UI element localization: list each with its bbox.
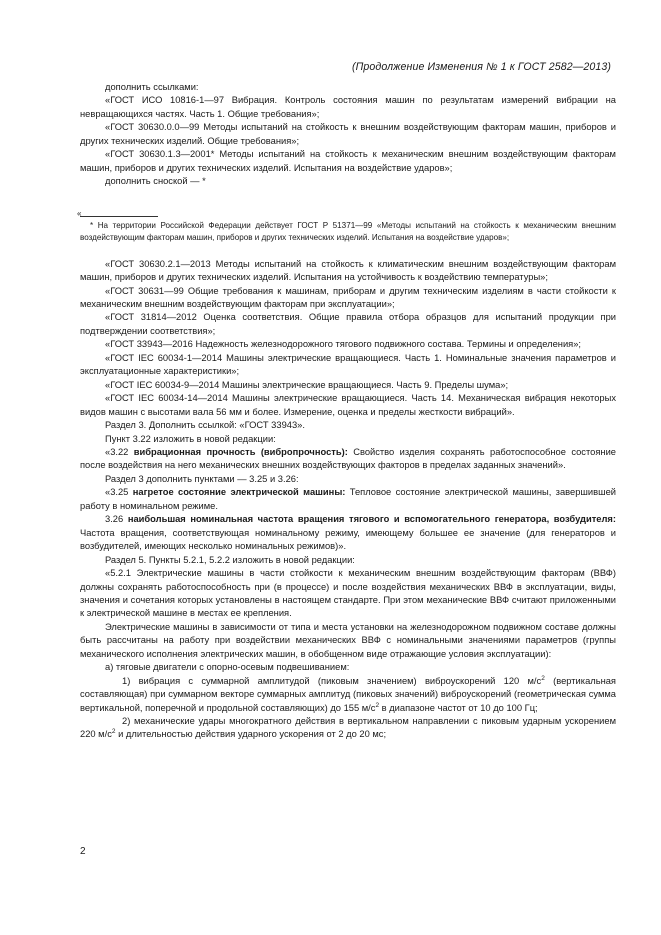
paragraph: «5.2.1 Электрические машины в части стойкости к механическим внешним воздействующим факторам (ВВФ) должны сохранять работоспособность при (в процессе) и после воздействия механических ВВФ в эксплуатации, виды, значения и сочетания которых установлены в настоящем стандарте. При этом механические ВВФ считают приложенными к электрической машине в местах ее крепления. — [80, 568, 616, 619]
item-text: 2) механические удары многократного действия в вертикальном направлении с пиковым ударным ускорением 220 м/с — [80, 716, 616, 740]
definition-text: Тепловое состояние электрической машины, завершившей работу в номинальном режиме. — [80, 487, 616, 511]
paragraph: Раздел 3. Дополнить ссылкой: «ГОСТ 33943». — [105, 420, 305, 431]
definition-term: нагретое состояние электрической машины: — [132, 487, 346, 498]
paragraph: «ГОСТ 30630.0.0—99 Методы испытаний на стойкость к внешним воздействующим факторам машин, приборов и других технических изделий. Общие требования»; — [80, 122, 616, 146]
paragraph: «ГОСТ IEC 60034-9—2014 Машины электрические вращающиеся. Часть 9. Пределы шума»; — [105, 379, 509, 390]
definition-text: Частота вращения, соответствующая номинальному режиму, имеющему большее ее значение (для генераторов и возбудителей, имеющих несколько номинальных режимов)». — [80, 527, 616, 552]
definition-term: наибольшая номинальная частота вращения тягового и вспомогательного генератора, возбудителя: — [127, 514, 616, 525]
paragraph: дополнить ссылками: — [105, 82, 199, 92]
definition-3-22 — [80, 446, 616, 473]
paragraph: «ГОСТ 31814—2012 Оценка соответствия. Общие правила отбора образцов для испытаний продукции при подтверждении соответствия»; — [80, 312, 616, 336]
paragraph: Раздел 5. Пункты 5.2.1, 5.2.2 изложить в новой редакции: — [105, 554, 355, 565]
superscript: 2 — [375, 701, 380, 709]
definition-number: «3.22 — [105, 446, 134, 457]
paragraph: «ГОСТ IEC 60034-1—2014 Машины электрические вращающиеся. Часть 1. Номинальные значения параметров и эксплуатационные характеристики»; — [80, 352, 616, 377]
item-text: (вертикальная составляющая) при суммарном векторе суммарных амплитуд (пиковых значений) виброускорений (геометрическая сумма вертикальной, поперечной и продольной составляющих) до 155 м/с — [80, 675, 616, 713]
definition-text: Свойство изделия сохранять работоспособное состояние после воздействия на него механических внешних воздействующих факторов в пределах заданных значений». — [80, 446, 616, 471]
sub-list-item — [80, 675, 616, 715]
paragraph: «ГОСТ 30630.2.1—2013 Методы испытаний на стойкость к климатическим внешним воздействующим факторам машин, приборов и других технических изделий. Испытания на устойчивость к воздействию температуры»; — [80, 258, 616, 283]
item-text: 1) вибрация с суммарной амплитудой (пиковым значением) виброускорений 120 м/с — [122, 675, 542, 686]
footnote: * На территории Российской Федерации действует ГОСТ Р 51371—99 «Методы испытаний на стойкость к механическим внешним воздействующим факторам машин, приборов и других технических изделий. Испытания на воздействие ударов»; — [80, 220, 616, 242]
paragraph: «ГОСТ IEC 60034-14—2014 Машины электрические вращающиеся. Часть 14. Механическая вибрация некоторых видов машин с высотами вала 56 мм и более. Измерение, оценка и пределы жесткости вибраций». — [80, 393, 616, 417]
list-item: а) тяговые двигатели с опорно-осевым подвешиванием: — [105, 662, 350, 673]
paragraph: «ГОСТ 30631—99 Общие требования к машинам, приборам и другим техническим изделиям в части стойкости к механическим внешним воздействующим факторам при эксплуатации»; — [80, 285, 616, 309]
paragraph: дополнить сноской — * — [105, 176, 206, 187]
paragraph: «ГОСТ 30630.1.3—2001* Методы испытаний на стойкость к механическим внешним воздействующим факторам машин, приборов и других технических изделий. Испытания на воздействие ударов»; — [80, 149, 616, 173]
footnote-quote-mark: « — [77, 208, 82, 218]
paragraph: Раздел 3 дополнить пунктами — 3.25 и 3.26: — [105, 473, 299, 484]
footnote-block — [77, 208, 616, 244]
document-body — [77, 81, 616, 742]
item-text: и длительностью действия ударного ускорения от 2 до 20 мс; — [115, 729, 387, 740]
paragraph: Пункт 3.22 изложить в новой редакции: — [105, 433, 276, 444]
sub-list-item — [80, 715, 616, 742]
paragraph: «ГОСТ 33943—2016 Надежность железнодорожного тягового подвижного состава. Термины и определения»; — [105, 339, 582, 350]
paragraph: «ГОСТ ИСО 10816-1—97 Вибрация. Контроль состояния машин по результатам измерений вибрации на невращающихся частях. Часть 1. Общие требования»; — [80, 95, 616, 119]
page-number: 2 — [80, 846, 86, 857]
definition-3-26 — [80, 513, 616, 553]
definition-number: «3.25 — [105, 487, 133, 498]
superscript: 2 — [541, 674, 545, 682]
item-text: в диапазоне частот от 10 до 100 Гц; — [379, 702, 538, 713]
definition-3-25 — [80, 486, 616, 513]
definition-term: вибрационная прочность (вибропрочность): — [133, 446, 348, 457]
superscript: 2 — [111, 728, 116, 736]
paragraph: Электрические машины в зависимости от типа и места установки на железнодорожном подвижном составе должны быть рассчитаны на работу при воздействии механических ВВФ с номинальными значениями параметров (группы механического исполнения электрических машин, в обобщенном виде отражающие условия эксплуатации): — [80, 621, 616, 659]
definition-number: 3.26 — [105, 514, 128, 525]
footnote-separator — [80, 216, 158, 217]
page-header: (Продолжение Изменения № 1 к ГОСТ 2582—2013) — [351, 61, 611, 73]
